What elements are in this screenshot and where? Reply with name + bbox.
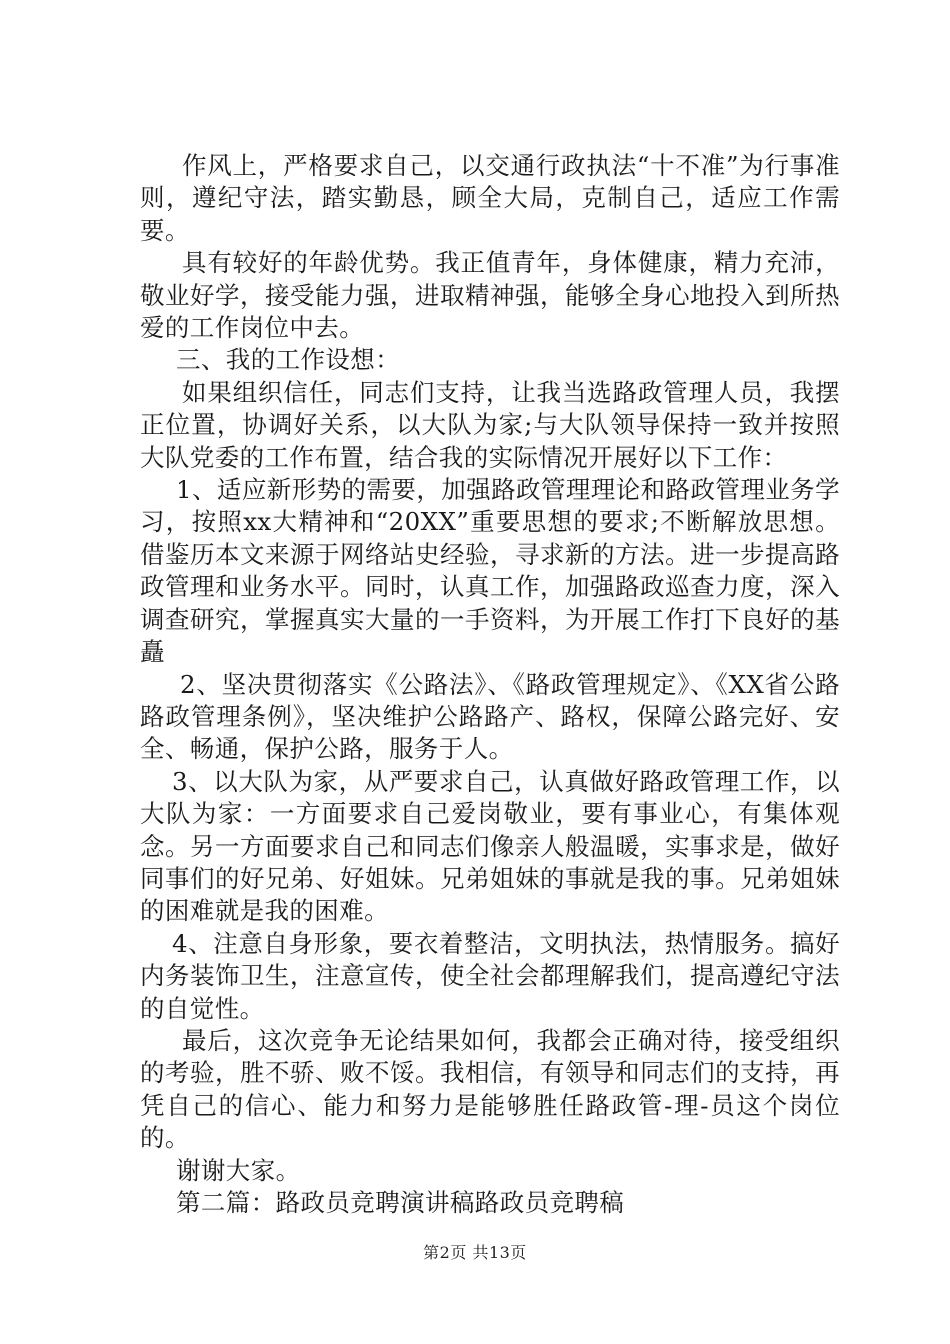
paragraph-if-elected: 如果组织信任，同志们支持，让我当选路政管理人员，我摆正位置，协调好关系，以大队为家;与大队领导保持一致并按照大队党委的工作布置，结合我的实际情况开展好以下工作： <box>140 377 840 472</box>
list-item-2: 2、坚决贯彻落实《公路法》、《路政管理规定》、《XX省公路路政管理条例》，坚决维护公路路产、路权，保障公路完好、安全、畅通，保护公路，服务于人。 <box>140 669 840 764</box>
document-body <box>140 150 840 1219</box>
paragraph-thanks: 谢谢大家。 <box>176 1155 301 1185</box>
paragraph-age-advantage: 具有较好的年龄优势。我正值青年，身体健康，精力充沛，敬业好学，接受能力强，进取精神强，能够全身心地投入到所热爱的工作岗位中去。 <box>140 248 840 343</box>
paragraph-finally: 最后，这次竞争无论结果如何，我都会正确对待，接受组织的考验，胜不骄、败不馁。我相信，有领导和同志们的支持，再凭自己的信心、能力和努力是能够胜任路政管-理-员这个岗位的。 <box>140 1025 840 1153</box>
heading-part-two: 第二篇：路政员竞聘演讲稿路政员竞聘稿 <box>176 1188 625 1217</box>
list-item-4: 4、注意自身形象，要衣着整洁，文明执法，热情服务。搞好内务装饰卫生，注意宣传，使全社会都理解我们，提高遵纪守法的自觉性。 <box>140 928 840 1023</box>
page-number-footer: 第2页 共13页 <box>423 1243 527 1262</box>
list-item-1: 1、适应新形势的需要，加强路政管理理论和路政管理业务学习，按照xx大精神和“20XX”重要思想的要求;不断解放思想。借鉴历本文来源于网络站史经验，寻求新的方法。进一步提高路政管理和业务水平。同时，认真工作，加强路政巡查力度，深入调查研究，掌握真实大量的一手资料，为开展工作打下良好的基矗 <box>140 475 840 667</box>
section-heading-work-plan: 三、我的工作设想： <box>176 345 401 375</box>
paragraph-conduct: 作风上，严格要求自己，以交通行政执法“十不准”为行事准则，遵纪守法，踏实勤恳，顾全大局，克制自己，适应工作需要。 <box>140 151 840 245</box>
list-item-3: 3、以大队为家，从严要求自己，认真做好路政管理工作，以大队为家：一方面要求自己爱岗敬业，要有事业心，有集体观念。另一方面要求自己和同志们像亲人般温暖，实事求是，做好同事们的好兄弟、好姐妹。兄弟姐妹的事就是我的事。兄弟姐妹的困难就是我的困难。 <box>140 766 840 926</box>
